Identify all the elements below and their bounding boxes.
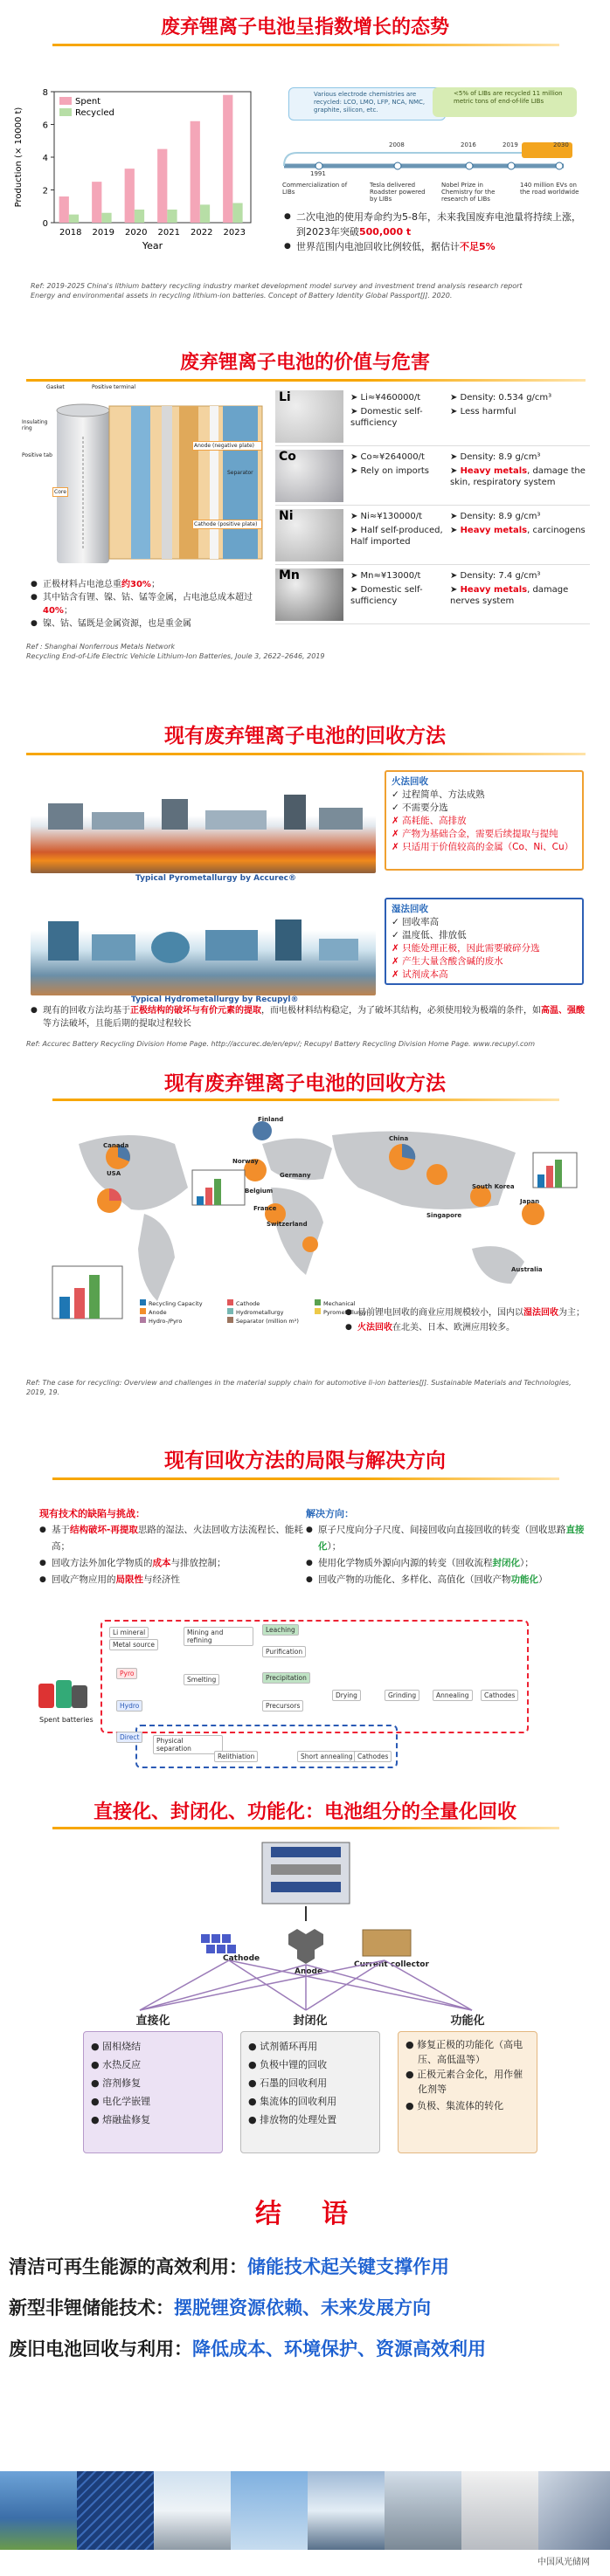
metal-row-co (275, 446, 590, 506)
metal-sample-image (275, 390, 343, 443)
label-insulating-ring: Insulating ring (22, 419, 48, 431)
s2-bullet-2: ● 其中钴含有锂、镍、钴、锰等金属，占电池总成本超过40%； (31, 591, 271, 617)
region-belgium: Belgium (245, 1188, 274, 1195)
metal-price-col (350, 392, 447, 429)
timeline-right-note-text: <5% of LIBs are recycled 11 million metric tons of end-of-life LIBs (454, 90, 563, 105)
route-node: Cathodes (481, 1690, 518, 1701)
s5-right-bullets (306, 1522, 590, 1588)
region-switzerland: Switzerland (267, 1221, 308, 1228)
legend-label: Hydrometallurgy (236, 1309, 284, 1316)
column-box (83, 2031, 223, 2153)
section5-title: 现有回收方法的局限与解决方向 (164, 1450, 446, 1472)
metal-row-ni (275, 506, 590, 565)
route-node: Direct (116, 1732, 142, 1743)
metal-density: ➤ Density: 0.534 g/cm³ (450, 393, 552, 403)
legend-swatch (315, 1299, 321, 1305)
column-item: ● 熔融盐修复 (91, 2114, 151, 2125)
pyro-summary-box (385, 770, 584, 871)
hazard-detail: Less harmful (460, 407, 516, 417)
x-tick-label: 2018 (59, 228, 82, 238)
footer-photo-car (461, 2471, 538, 2550)
hazard-arrow: ➤ (450, 526, 461, 535)
pyro-item: ✗ 产物为基础合金，需要后续提取与提纯 (392, 829, 558, 839)
metal-sample-image (275, 509, 343, 561)
bar-spent-2020 (125, 169, 135, 223)
x-tick-label: 2021 (157, 228, 180, 238)
bar-recycled-2023 (232, 203, 242, 224)
column-item: ● 试剂循环再用 (248, 2041, 318, 2052)
divider (52, 1827, 559, 1829)
s4-reference: Ref: The case for recycling: Overview and challenges in the material supply chain for automotive li-ion batteries[J]. Sustainable Materials and Technologies, 2019, 19. (26, 1379, 572, 1396)
s2-bullet-3: ● 镍、钴、锰既是金属资源，也是重金属 (31, 617, 271, 630)
section3-title: 现有废弃锂离子电池的回收方法 (164, 725, 446, 747)
y-tick-label: 0 (42, 219, 48, 229)
metal-price-col (350, 570, 447, 607)
divider (52, 1477, 559, 1480)
footer-photo-building (308, 2471, 385, 2550)
label-separator: Separator (227, 470, 253, 476)
label-gasket: Gasket (46, 384, 65, 390)
s5-left-bullet-3: ● 回收产物应用的局限性与经济性 (39, 1572, 306, 1588)
column-item: ● 石墨的回收利用 (248, 2077, 328, 2089)
region-france: France (253, 1205, 277, 1212)
hydro-box-items (392, 916, 577, 981)
bar-spent-2023 (223, 95, 232, 223)
timeline-year-2019: 2019 (503, 141, 518, 148)
current-collector-label: Current collector (354, 1960, 429, 1969)
metal-sample-image (275, 568, 343, 621)
bar-spent-2022 (191, 121, 200, 223)
region-germany: Germany (280, 1172, 311, 1179)
s4-bullet-2: ● 火法回收在北美、日本、欧洲应用较多。 (345, 1320, 590, 1335)
route-node: Relithiation (214, 1751, 258, 1762)
bar-spent-2019 (92, 182, 101, 223)
conclusion-value: 储能技术起关键支撑作用 (247, 2256, 449, 2277)
timeline-text-2030: 140 million EVs on the road worldwide (520, 182, 579, 196)
metal-property-col (450, 392, 590, 417)
s2-reference: Ref : Shanghai Nonferrous Metals Network Recycling End-of-Life Electric Vehicle Lithium-Ion Batteries, Joule 3, 2622–2646, 2019 (26, 643, 325, 660)
y-tick-label: 2 (42, 186, 48, 196)
route-node: Precipitation (262, 1672, 310, 1684)
timeline-top-note (288, 87, 446, 121)
hazard-arrow: ➤ (450, 407, 461, 417)
column-item: ● 固相烧结 (91, 2041, 142, 2052)
hydro-box-title: 湿法回收 (392, 904, 428, 914)
legend-swatch (227, 1317, 233, 1323)
s5-right-bullet-1: ● 原子尺度向分子尺度、间接回收向直接回收的转变（回收思路直接化）； (306, 1522, 590, 1555)
timeline-year-1991: 1991 (310, 170, 326, 177)
spent-batteries-label: Spent batteries (39, 1716, 94, 1724)
pyro-item: ✗ 只适用于价值较高的金属（Co、Ni、Cu） (392, 842, 574, 852)
metal-price-col (350, 511, 447, 548)
legend-swatch (315, 1308, 321, 1314)
metal-row-li (275, 387, 590, 446)
divider (26, 379, 586, 382)
legend-label: Recycling Capacity (149, 1300, 203, 1307)
route-node: Precursors (262, 1700, 303, 1712)
s3-bullet-1: ● 现有的回收方法均基于正极结构的破坏与有价元素的提取，而电极材料结构稳定，为了破坏其结构，必须使用较为极端的条件，如高温、强酸等方法破坏，且能后期的提取过程较长 (31, 1004, 590, 1030)
region-norway: Norway (232, 1158, 259, 1165)
s5-right-bullet-2: ● 使用化学物质外源向内源的转变（回收流程封闭化）； (306, 1555, 590, 1572)
legend-swatch (227, 1299, 233, 1305)
legend-item (140, 1299, 227, 1308)
footer-photo-solar-panels (77, 2471, 154, 2550)
column-item: ● 电化学嵌锂 (91, 2096, 151, 2107)
legend-swatch (59, 97, 72, 105)
x-axis-label: Year (142, 240, 163, 251)
label-positive-tab: Positive tab (22, 452, 52, 458)
conclusion-line-1 (9, 2253, 610, 2279)
timeline-graphic (267, 87, 590, 205)
label-cathode: Cathode (positive plate) (192, 520, 262, 529)
region-canada: Canada (103, 1142, 129, 1149)
divider (52, 1099, 559, 1101)
metal-row-mn (275, 565, 590, 624)
x-tick-label: 2023 (223, 228, 246, 238)
footer-photo-solar-cart (0, 2471, 77, 2550)
pyro-plant-svg (31, 768, 376, 873)
region-japan: Japan (520, 1198, 540, 1205)
metal-supply: ➤ Half self-produced, Half imported (350, 526, 443, 547)
column-item: ● 溶剂修复 (91, 2077, 142, 2089)
recovery-column-3 (398, 2011, 537, 2153)
bar-spent-2021 (157, 149, 167, 223)
route-node: Pyro (116, 1668, 137, 1679)
s5-left-title: 现有技术的缺陷与挑战： (39, 1508, 145, 1519)
timeline-right-note (433, 87, 577, 117)
metal-price-col (350, 451, 447, 477)
legend-item (227, 1317, 315, 1326)
bar-spent-2018 (59, 196, 69, 223)
hydro-item: ✗ 产生大量含酸含碱的废水 (392, 956, 503, 967)
s1-bullet-1: ● 二次电池的使用寿命约为5-8年，未来我国废弃电池量将持续上涨，到2023年突破500,000 t (284, 210, 586, 239)
route-node: Grinding (385, 1690, 419, 1701)
column-item: ● 集流体的回收利用 (248, 2096, 337, 2107)
hazard-heavy: Heavy metals (460, 526, 528, 535)
metal-price: ➤ Co≈¥264000/t (350, 452, 425, 462)
hydrometallurgy-image (31, 895, 376, 995)
column-item: ● 正极元素合金化，用作催化剂等 (406, 2069, 523, 2095)
column-item: ● 负极中锂的回收 (248, 2059, 328, 2070)
conclusion-value: 降低成本、环境保护、资源高效利用 (192, 2338, 486, 2359)
route-node: Short annealing (297, 1751, 357, 1762)
pyro-box-items (392, 789, 577, 854)
s4-bullet-1: ● 目前锂电回收的商业应用规模较小，国内以湿法回收为主； (345, 1305, 590, 1320)
metal-hazard (450, 406, 590, 417)
metal-supply: ➤ Rely on imports (350, 466, 429, 476)
metal-hazard (450, 525, 590, 536)
spent-recycled-bar-chart (9, 83, 262, 262)
label-anode: Anode (negative plate) (192, 441, 262, 451)
metal-property-col (450, 511, 590, 536)
x-tick-label: 2019 (92, 228, 114, 238)
metal-price: ➤ Mn≈¥13000/t (350, 571, 421, 581)
route-node: Purification (262, 1646, 306, 1657)
hydro-item: ✓ 温度低、排放低 (392, 930, 467, 940)
legend-label: Hydro-/Pyro (149, 1318, 183, 1325)
region-australia: Australia (511, 1266, 543, 1273)
metal-property-col (450, 451, 590, 488)
x-tick-label: 2022 (191, 228, 213, 238)
s5-left-bullet-1: ● 基于结构破坏-再提取思路的湿法、火法回收方法流程长、能耗高； (39, 1522, 306, 1555)
column-box (240, 2031, 380, 2153)
hydro-summary-box (385, 898, 584, 985)
hydro-caption: Typical Hydrometallurgy by Recupyl® (131, 995, 299, 1004)
legend-item (227, 1299, 315, 1308)
legend-swatch (227, 1308, 233, 1314)
x-tick-label: 2020 (125, 228, 148, 238)
region-usa: USA (107, 1170, 121, 1177)
column-title: 直接化 (135, 2015, 170, 2028)
timeline-year-2008: 2008 (389, 141, 405, 148)
metal-property-col (450, 570, 590, 607)
column-item: ● 排放物的处理处置 (248, 2114, 337, 2125)
hazard-detail: , damage nerves system (450, 585, 569, 606)
legend-label: Spent (75, 97, 101, 107)
bar-recycled-2021 (167, 210, 177, 223)
footer-photo-train (154, 2471, 231, 2550)
bar-recycled-2022 (200, 204, 210, 223)
s5-right-title: 解决方向： (306, 1508, 354, 1519)
pyro-item: ✓ 不需要分选 (392, 802, 448, 813)
hazard-arrow: ➤ (450, 466, 461, 476)
metal-symbol: Ni (279, 509, 294, 523)
anode-label: Anode (295, 1967, 323, 1976)
pyro-hydro-dashed-box (101, 1620, 529, 1733)
timeline-text-1991: Commercialization of LIBs (282, 182, 348, 196)
region-south-korea: South Korea (472, 1183, 515, 1190)
hydro-item: ✓ 回收率高 (392, 917, 440, 927)
metals-table (275, 387, 590, 624)
timeline-text-2008: Tesla delivered Roadster powered by LIBs (370, 182, 426, 203)
conclusion-title: 结 语 (255, 2199, 355, 2229)
route-node: Leaching (262, 1624, 299, 1636)
metal-hazard (450, 465, 590, 488)
label-core: Core (54, 489, 66, 495)
route-node: Physical separation (153, 1735, 223, 1754)
hazard-heavy: Heavy metals (460, 585, 528, 595)
hazard-heavy: Heavy metals (460, 466, 528, 476)
column-item: ● 修复正极的功能化（高电压、高低温等） (406, 2039, 523, 2065)
pyro-item: ✗ 高耗能、高排放 (392, 816, 467, 826)
label-positive-terminal: Positive terminal (92, 384, 136, 390)
section2-title: 废弃锂离子电池的价值与危害 (179, 352, 430, 374)
s2-bullets (31, 578, 271, 630)
s1-bullet-2: ● 世界范围内电池回收比例较低，据估计不足5% (284, 239, 586, 254)
metal-sample-image (275, 450, 343, 502)
conclusion-key: 废旧电池回收与利用： (9, 2338, 192, 2359)
s5-left-bullet-2: ● 回收方法外加化学物质的成本与排放控制； (39, 1555, 306, 1572)
metal-symbol: Co (279, 450, 296, 464)
route-node: Metal source (109, 1639, 158, 1650)
column-title: 功能化 (450, 2015, 485, 2028)
hydro-item: ✗ 试剂成本高 (392, 969, 448, 980)
footer-photo-phones (538, 2471, 610, 2550)
metal-symbol: Mn (279, 568, 300, 582)
footer-photo-strip (0, 2471, 610, 2550)
watermark: 中国风光储网 (537, 2558, 590, 2567)
conclusion-key: 新型非锂储能技术： (9, 2297, 174, 2318)
legend-swatch (140, 1308, 146, 1314)
hazard-arrow: ➤ (450, 585, 461, 595)
bar-recycled-2020 (135, 210, 144, 223)
cathode-label: Cathode (223, 1954, 260, 1963)
route-node: Hydro (116, 1700, 142, 1712)
conclusion-line-2 (9, 2294, 610, 2320)
bar-recycled-2019 (101, 213, 111, 223)
timeline-year-2016: 2016 (461, 141, 476, 148)
metal-density: ➤ Density: 8.9 g/cm³ (450, 452, 541, 462)
s1-reference: Ref: 2019-2025 China's lithium battery recycling industry market development model survey and investment trend analysis research report Energy and environmental assets in recycling lithium-ion batteries. Concept of Battery Identity Global Passport[J]. 2020. (31, 282, 523, 300)
spent-battery-svg (37, 1677, 89, 1713)
column-item: ● 负极、集流体的转化 (406, 2100, 504, 2111)
legend-label: Pyrometallurgy (323, 1309, 367, 1316)
conclusion-value: 摆脱锂资源依赖、未来发展方向 (174, 2297, 431, 2318)
recycling-route-diagram (39, 1620, 529, 1768)
section6-title: 直接化、封闭化、功能化：电池组分的全量化回收 (93, 1801, 516, 1823)
s1-bullets (284, 210, 586, 254)
legend-swatch (59, 108, 72, 116)
metal-density: ➤ Density: 7.4 g/cm³ (450, 571, 541, 581)
divider (26, 753, 586, 755)
s2-bullet-1: ● 正极材料占电池总重约30%； (31, 578, 271, 591)
legend-label: Mechanical (323, 1300, 356, 1307)
battery-cell-svg (22, 384, 271, 568)
legend-item (140, 1308, 227, 1317)
conclusion-line-3 (9, 2335, 610, 2361)
footer-photo-jet (385, 2471, 461, 2550)
legend-label: Separator (million m²) (236, 1318, 299, 1325)
s3-bullet (31, 1004, 590, 1030)
hazard-detail: , damage the skin, respiratory system (450, 466, 586, 487)
legend-swatch (140, 1299, 146, 1305)
pyro-caption: Typical Pyrometallurgy by Accurec® (135, 874, 297, 883)
metal-price: ➤ Li≈¥460000/t (350, 393, 421, 403)
section1-title: 废弃锂离子电池呈指数增长的态势 (160, 17, 449, 38)
metal-density: ➤ Density: 8.9 g/cm³ (450, 512, 541, 521)
column-title: 封闭化 (293, 2015, 328, 2028)
route-node: Li mineral (109, 1627, 149, 1638)
pyro-box-title: 火法回收 (392, 776, 428, 787)
legend-label: Cathode (236, 1300, 260, 1307)
recovery-column-2 (240, 2011, 380, 2153)
bar-recycled-2018 (69, 215, 79, 223)
y-tick-label: 6 (42, 121, 48, 131)
legend-label: Anode (149, 1309, 167, 1316)
route-node: Drying (332, 1690, 361, 1701)
legend-swatch (140, 1317, 146, 1323)
spent-battery-image (37, 1677, 89, 1713)
timeline-top-note-text: Various electrode chemistries are recycled: LCO, LMO, LFP, NCA, NMC, graphite, silicon, etc. (314, 91, 426, 114)
s5-left-bullets (39, 1522, 306, 1588)
legend-item (140, 1317, 227, 1326)
s3-reference: Ref: Accurec Battery Recycling Division Home Page. http://accurec.de/en/epv/; Recupyl Battery Recycling Division Home Page. www.recupyl.com (26, 1040, 536, 1048)
metal-symbol: Li (279, 390, 291, 404)
column-item: ● 水热反应 (91, 2059, 142, 2070)
timeline-year-2030: 2030 (553, 141, 569, 148)
connector-lines (0, 1956, 610, 2017)
route-node: Cathodes (354, 1751, 392, 1762)
pyro-item: ✓ 过程简单、方法成熟 (392, 789, 485, 800)
legend-label: Recycled (75, 108, 114, 118)
route-node: Smelting (184, 1674, 219, 1685)
legend-item (227, 1308, 315, 1317)
conclusion-key: 清洁可再生能源的高效利用： (9, 2256, 247, 2277)
footer-photo-wind (231, 2471, 308, 2550)
s5-right-bullet-3: ● 回收产物的功能化、多样化、高值化（回收产物功能化） (306, 1572, 590, 1588)
route-node: Mining and refining (184, 1627, 253, 1646)
region-singapore: Singapore (426, 1212, 462, 1219)
region-finland: Finland (258, 1116, 284, 1123)
route-node: Annealing (433, 1690, 473, 1701)
divider (52, 44, 559, 46)
hydro-item: ✗ 只能处理正极，因此需要破碎分选 (392, 943, 540, 954)
y-tick-label: 8 (42, 88, 48, 98)
metal-price: ➤ Ni≈¥130000/t (350, 512, 423, 521)
hazard-detail: , carcinogens (527, 526, 586, 535)
pyrometallurgy-image (31, 768, 376, 873)
column-box (398, 2031, 537, 2153)
y-axis-label: Production (× 10000 t) (14, 107, 24, 208)
y-tick-label: 4 (42, 154, 48, 163)
section4-title: 现有废弃锂离子电池的回收方法 (164, 1072, 446, 1095)
metal-supply: ➤ Domestic self-sufficiency (350, 407, 423, 428)
metal-hazard (450, 584, 590, 607)
battery-cell-diagram (22, 384, 271, 568)
region-china: China (389, 1135, 409, 1142)
timeline-text-2016: Nobel Prize in Chemistry for the research of LIBs (441, 182, 496, 203)
world-recycling-map (26, 1109, 586, 1336)
recovery-column-1 (83, 2011, 223, 2153)
s4-bullets (345, 1305, 590, 1335)
hydro-plant-svg (31, 895, 376, 995)
metal-supply: ➤ Domestic self-sufficiency (350, 585, 423, 606)
